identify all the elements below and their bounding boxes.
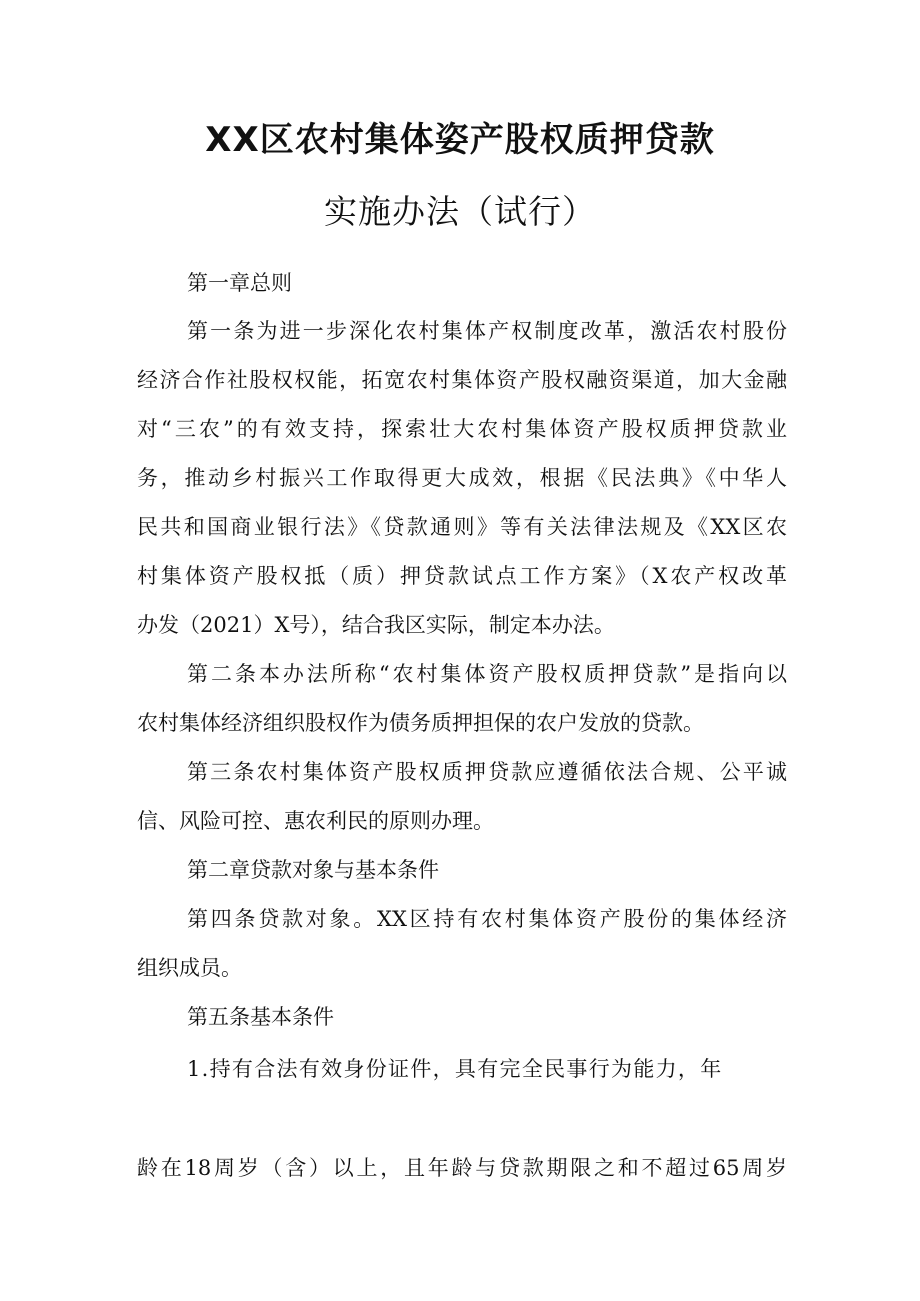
- article-1-line-3: 对“三农”的有效支持，探索壮大农村集体资产股权质押贷款业: [137, 417, 787, 441]
- article-1-line-6: 村集体资产股权抵（质）押贷款试点工作方案》（X农产权改革: [137, 564, 787, 588]
- article-1-line-1: 第一条为进一步深化农村集体产权制度改革，激活农村股份: [187, 319, 787, 343]
- article-2-line-1: 第二条本办法所称“农村集体资产股权质押贷款”是指向以: [187, 662, 787, 686]
- document-title-line-1: XX区农村集体姿产股权质押贷款: [205, 120, 715, 160]
- article-5-heading: 第五条基本条件: [187, 1005, 334, 1029]
- article-1-line-2: 经济合作社股权权能，拓宽农村集体资产股权融资渠道，加大金融: [137, 368, 787, 392]
- article-5-item-1-line-1: 1.持有合法有效身份证件，具有完全民事行为能力，年: [187, 1057, 723, 1081]
- chapter-heading-1: 第一章总则: [187, 271, 292, 295]
- chapter-heading-2: 第二章贷款对象与基本条件: [187, 858, 439, 882]
- article-3-line-2: 信、风险可控、惠农利民的原则办理。: [137, 809, 494, 833]
- article-3-line-1: 第三条农村集体资产股权质押贷款应遵循依法合规、公平诚: [187, 760, 787, 784]
- article-2-line-2: 农村集体经济组织股权作为债务质押担保的农户发放的贷款。: [137, 711, 704, 735]
- document-title-line-2: 实施办法（试行）: [324, 192, 596, 231]
- article-1-line-7: 办发（2021）X号），结合我区实际，制定本办法。: [137, 613, 615, 637]
- article-1-line-4: 务，推动乡村振兴工作取得更大成效，根据《民法典》《中华人: [137, 466, 787, 490]
- article-5-item-1-line-2: 龄在18周岁（含）以上，且年龄与贷款期限之和不超过65周岁: [137, 1156, 787, 1180]
- article-1-line-5: 民共和国商业银行法》《贷款通则》等有关法律法规及《XX区农: [137, 515, 787, 539]
- article-4-line-1: 第四条贷款对象。XX区持有农村集体资产股份的集体经济: [187, 907, 787, 931]
- article-4-line-2: 组织成员。: [137, 956, 242, 980]
